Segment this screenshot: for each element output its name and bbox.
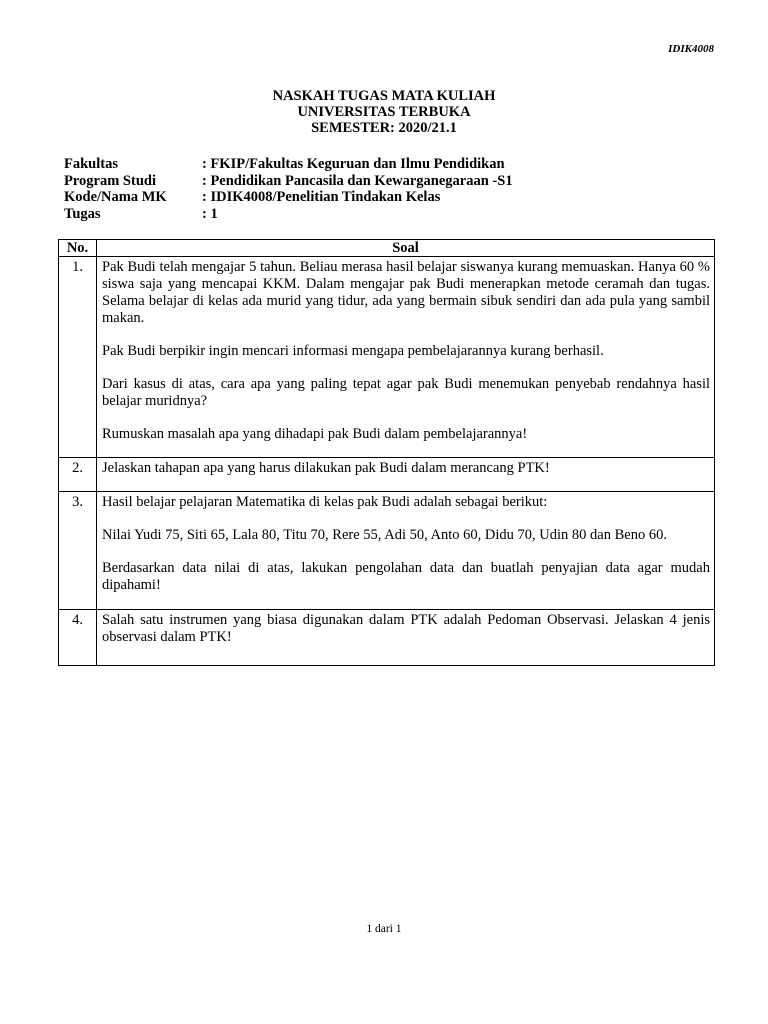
column-header-no: No.	[59, 240, 97, 257]
info-value: : 1	[202, 205, 218, 222]
info-row-tugas	[64, 206, 513, 223]
question-paragraph: Jelaskan tahapan apa yang harus dilakukan pak Budi dalam merancang PTK!	[102, 460, 550, 476]
column-header-soal: Soal	[97, 240, 715, 257]
info-row-fakultas	[64, 156, 513, 173]
info-label: Tugas	[64, 205, 101, 222]
question-table	[58, 239, 715, 666]
info-value: : IDIK4008/Penelitian Tindakan Kelas	[202, 189, 441, 205]
question-paragraph: Pak Budi telah mengajar 5 tahun. Beliau merasa hasil belajar siswanya kurang memuaskan. Hanya 60 % siswa saja yang mencapai KKM. Dalam mengajar pak Budi menerapkan metode ceramah dan tugas. Selama belajar di kelas ada murid yang tidur, ada yang bermain sibuk sendiri dan ada pula yang sambil makan.	[102, 259, 710, 326]
question-paragraph: Salah satu instrumen yang biasa digunakan dalam PTK adalah Pedoman Observasi. Jelaskan 4 jenis observasi dalam PTK!	[102, 612, 710, 645]
question-text	[97, 492, 715, 610]
info-label: Kode/Nama MK	[64, 189, 167, 205]
course-info	[64, 156, 513, 222]
page-number: 1 dari 1	[366, 923, 402, 935]
question-number: 1.	[59, 257, 97, 458]
info-row-kode-mk	[64, 189, 513, 206]
question-text	[97, 610, 715, 666]
info-label: Fakultas	[64, 156, 118, 172]
info-row-program-studi	[64, 173, 513, 190]
table-row	[59, 610, 715, 666]
question-paragraph: Nilai Yudi 75, Siti 65, Lala 80, Titu 70, Rere 55, Adi 50, Anto 60, Didu 70, Udin 80 dan Beno 60.	[102, 527, 667, 543]
table-row	[59, 458, 715, 492]
question-paragraph: Berdasarkan data nilai di atas, lakukan pengolahan data dan buatlah penyajian data agar mudah dipahami!	[102, 560, 710, 593]
question-paragraph: Hasil belajar pelajaran Matematika di kelas pak Budi adalah sebagai berikut:	[102, 494, 548, 510]
table-row	[59, 492, 715, 610]
question-paragraph: Dari kasus di atas, cara apa yang paling tepat agar pak Budi menemukan penyebab rendahnya hasil belajar muridnya?	[102, 376, 710, 409]
table-row	[59, 257, 715, 458]
question-text	[97, 257, 715, 458]
question-paragraph: Rumuskan masalah apa yang dihadapi pak Budi dalam pembelajarannya!	[102, 426, 528, 442]
question-paragraph: Pak Budi berpikir ingin mencari informasi mengapa pembelajarannya kurang berhasil.	[102, 343, 604, 359]
question-number: 3.	[59, 492, 97, 610]
question-text	[97, 458, 715, 492]
title-line-2: UNIVERSITAS TERBUKA	[297, 104, 471, 120]
table-header-row	[59, 240, 715, 257]
question-number: 2.	[59, 458, 97, 492]
info-value: : FKIP/Fakultas Keguruan dan Ilmu Pendidikan	[202, 156, 505, 172]
info-label: Program Studi	[64, 172, 156, 189]
title-line-3: SEMESTER: 2020/21.1	[311, 120, 457, 136]
document-title	[0, 88, 768, 136]
info-value: : Pendidikan Pancasila dan Kewarganegaraan -S1	[202, 172, 513, 189]
course-code-header: IDIK4008	[668, 43, 714, 55]
title-line-1: NASKAH TUGAS MATA KULIAH	[272, 88, 496, 104]
question-number: 4.	[59, 610, 97, 666]
